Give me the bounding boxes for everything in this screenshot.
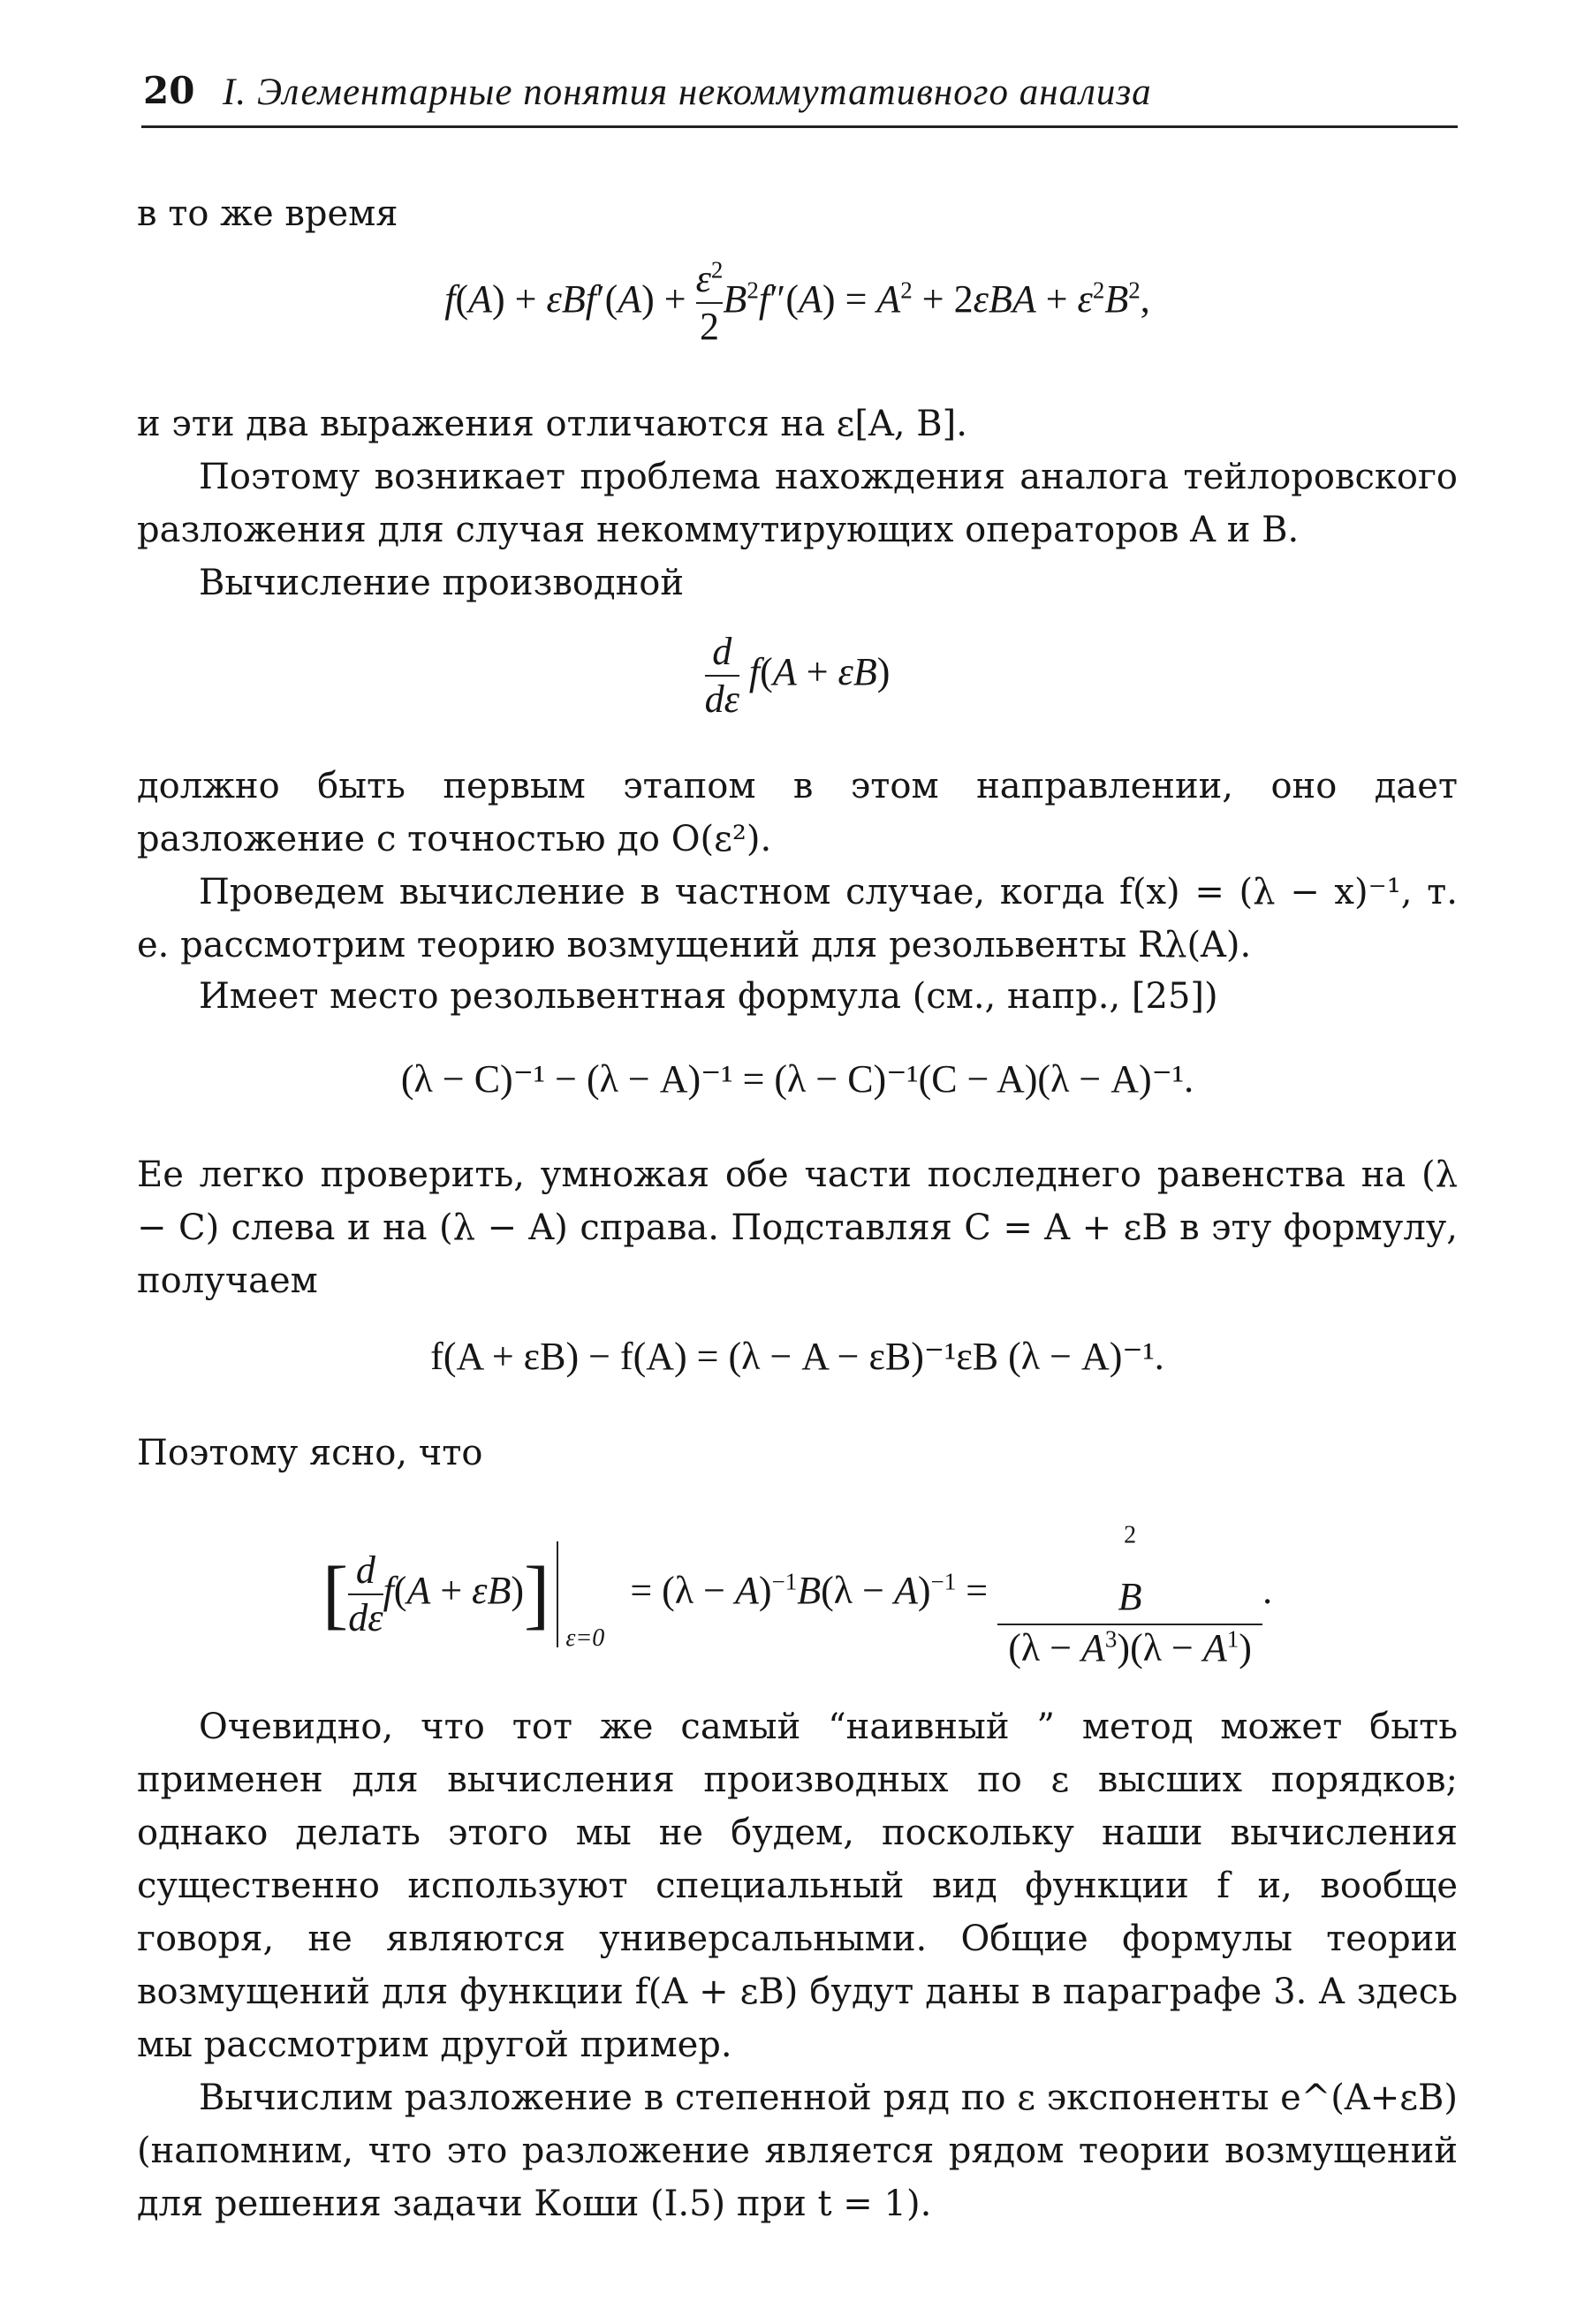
equation-1-content: f(A) + εBf′(A) + $\frac{\varepsilon^2}{2}$ $B^2f''(A) = A^2 + 2\varepsilon BA + \varepsilon^2B^2$, [444,256,1150,348]
equation-2: $\frac{d}{d\varepsilon}$ f(A + εB) [704,630,891,721]
equation-1 [137,256,1458,350]
equation-5: [ $\frac{d}{d\varepsilon}$ f(A + εB)] ε=0 = $(\lambda - A)^{-1}B(\lambda - A)^{-1}$ = $^2$ B $(\lambda - A^3)(\lambda - A^1)$ . [322,1521,1273,1669]
paragraph-3: Поэтому возникает проблема нахождения аналога тейлоровского разложения для случая некоммутирующих операторов A и B. [137,457,1458,550]
paragraph-2: и эти два выражения отличаются на ε[A, B]. [137,404,967,444]
paragraph-7: Имеет место резольвентная формула (см., напр., [25]) [199,976,1218,1017]
chapter-title: I. Элементарные понятия некоммутативного анализа [223,72,1152,113]
paragraph-1: в то же время [137,193,398,234]
running-header [141,69,1458,128]
paragraph-8: Ее легко проверить, умножая обе части последнего равенства на (λ − C) слева и на (λ − A) справа. Подставляя C = A + εB в эту формулу, получаем [137,1154,1458,1301]
page-number: 20 [143,69,195,112]
paragraph-6: Проведем вычисление в частном случае, когда f(x) = (λ − x)⁻¹, т. е. рассмотрим теорию возмущений для резольвенты Rλ(A). [137,872,1458,965]
equation-4: f(A + εB) − f(A) = (λ − A − εB)⁻¹εB (λ − A)⁻¹. [430,1335,1164,1378]
paragraph-4: Вычисление производной [199,563,684,603]
paragraph-5: должно быть первым этапом в этом направлении, оно дает разложение с точностью до O(ε²). [137,766,1458,859]
equation-3: (λ − C)⁻¹ − (λ − A)⁻¹ = (λ − C)⁻¹(C − A)(λ − A)⁻¹. [400,1057,1194,1101]
paragraph-9: Поэтому ясно, что [137,1433,483,1473]
paragraph-11: Вычислим разложение в степенной ряд по ε экспоненты e^(A+εB) (напомним, что это разложение является рядом теории возмущений для решения задачи Коши (I.5) при t = 1). [137,2078,1458,2224]
paragraph-10: Очевидно, что тот же самый “наивный ” метод может быть применен для вычисления производных по ε высших порядков; однако делать этого мы не будем, поскольку наши вычисления существенно используют специальный вид функции f и, вообще говоря, не являются универсальными. Общие формулы теории возмущений для функции f(A + εB) будут даны в параграфе 3. А здесь мы рассмотрим другой пример. [137,1707,1458,2065]
